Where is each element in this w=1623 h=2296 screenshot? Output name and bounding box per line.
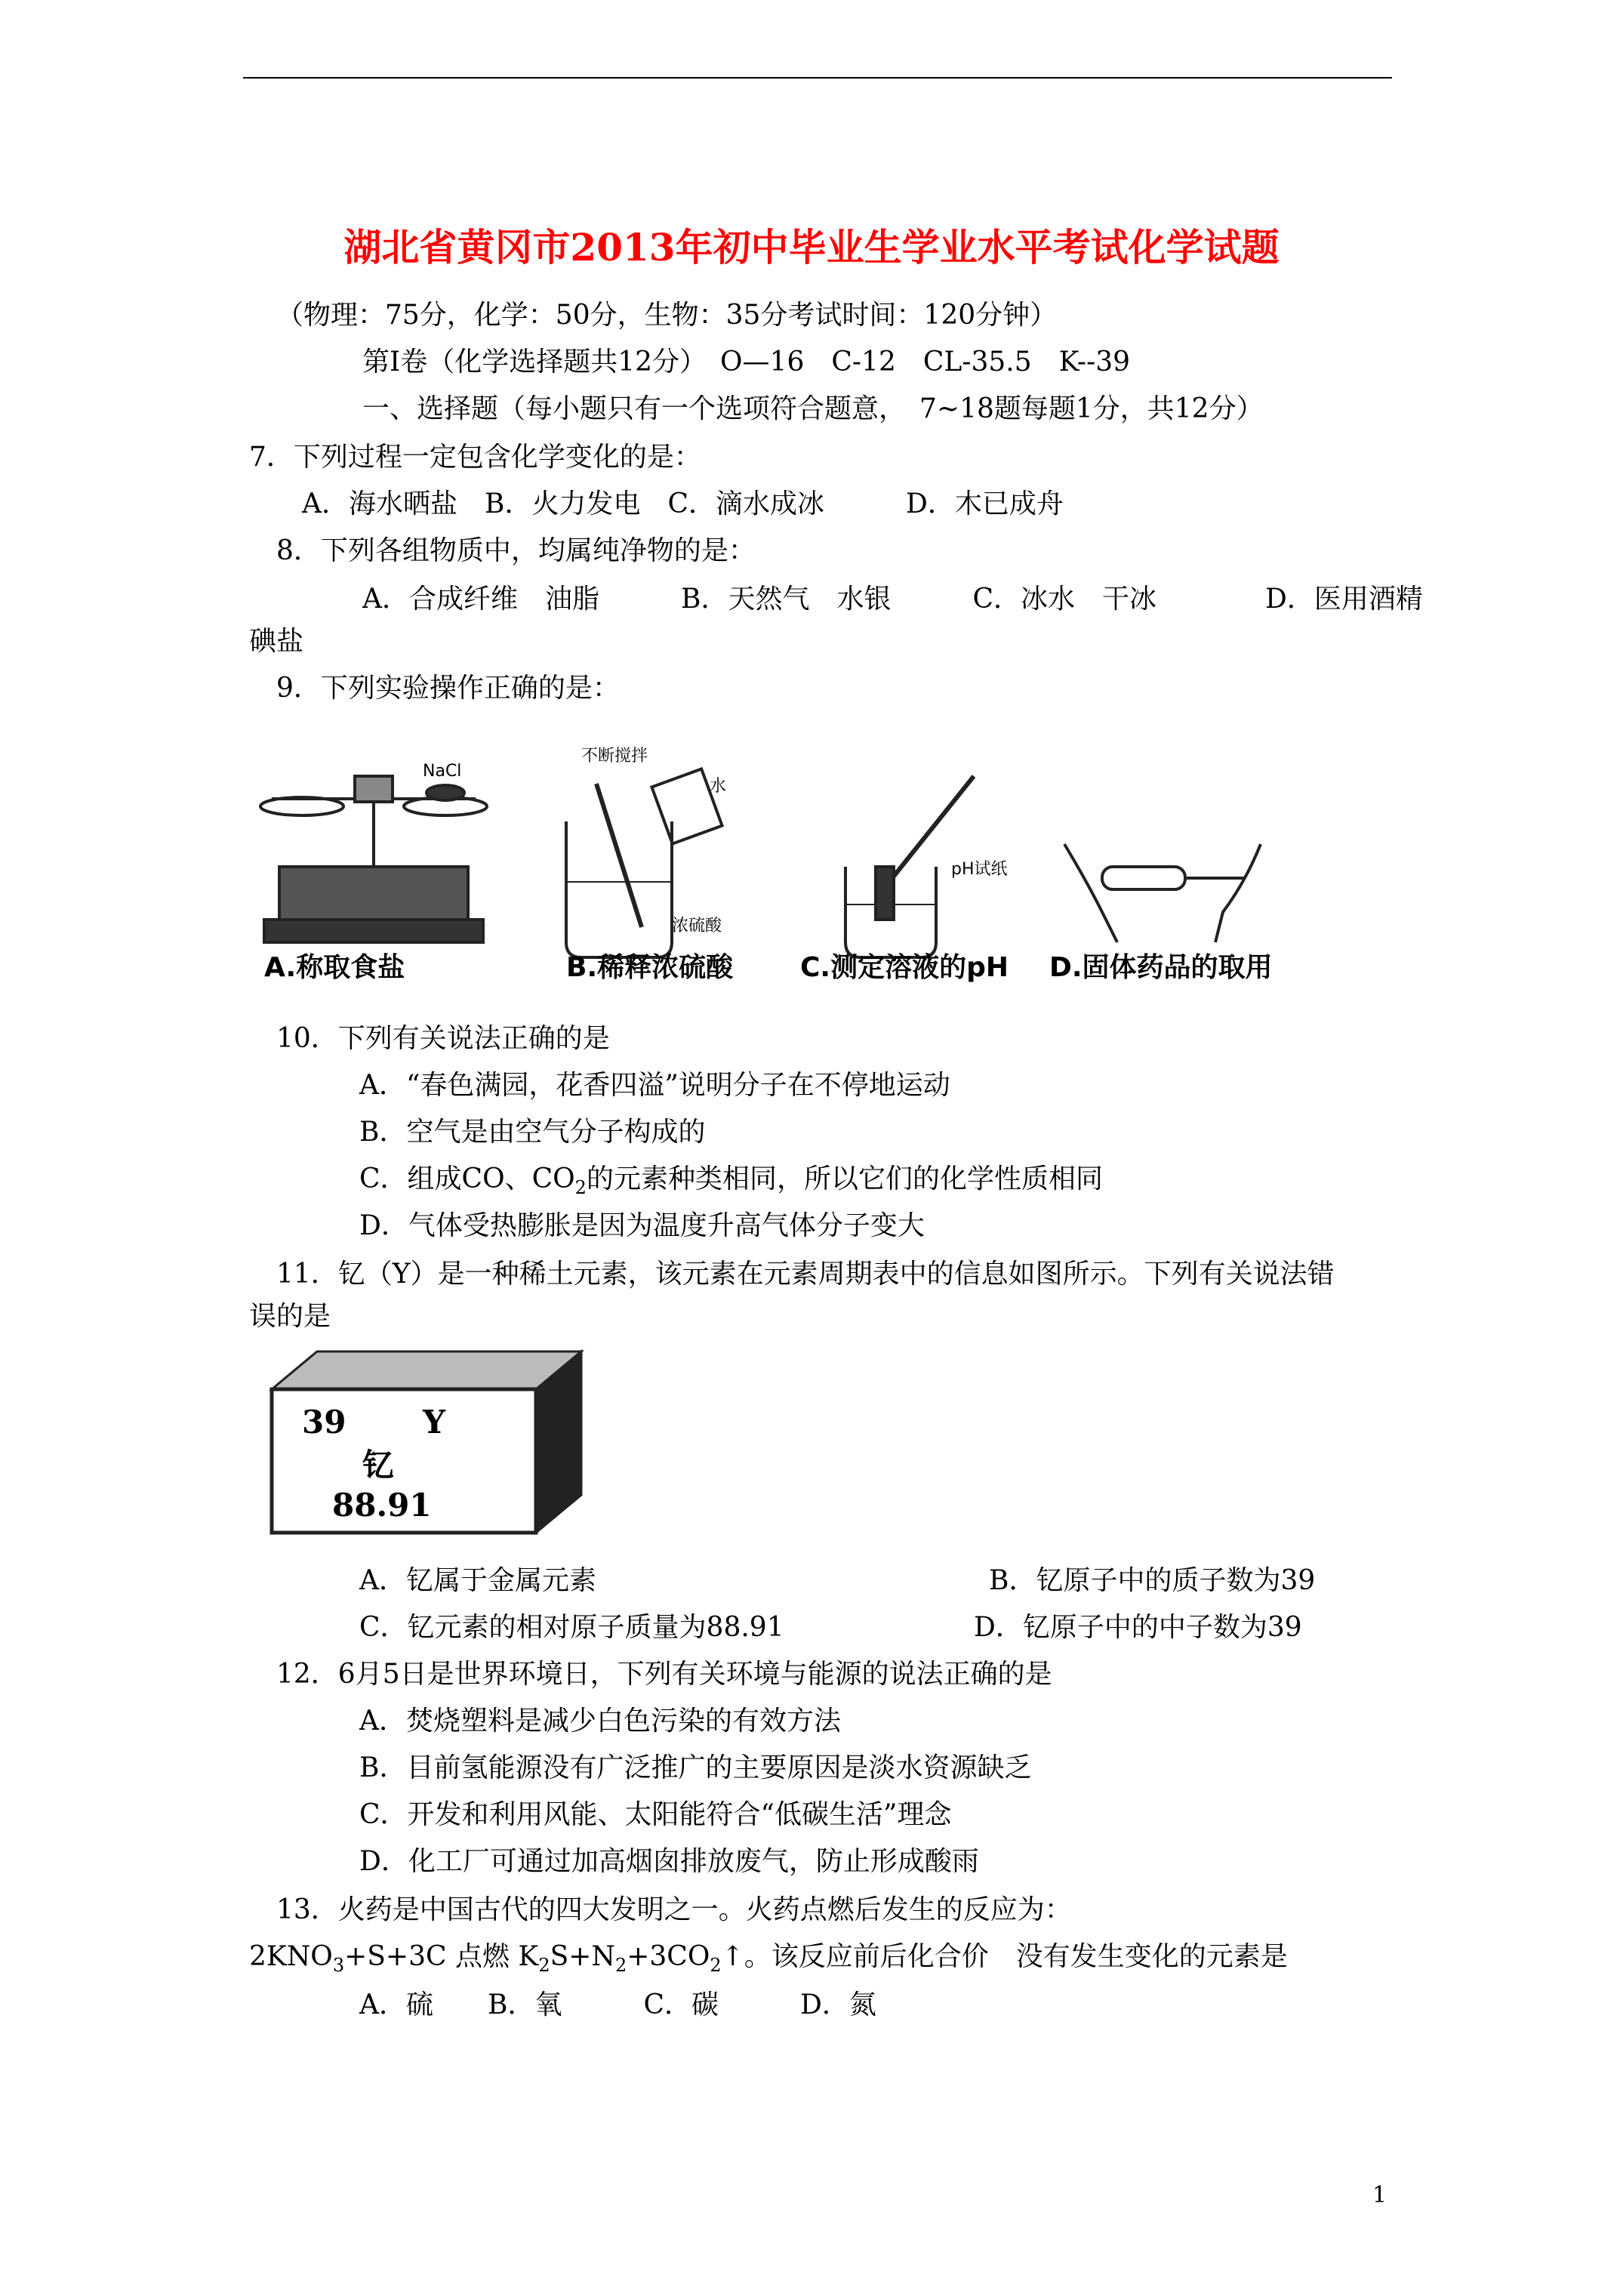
q13-options: A．硫 B．氧 C．碳 D．氮 (359, 1989, 876, 2020)
page-title: 湖北省黄冈市2013年初中毕业生学业水平考试化学试题 (343, 225, 1280, 270)
q8-stem: 8．下列各组物质中，均属纯净物的是： (276, 535, 756, 566)
q10-option-c: C．组成CO、$CO_2$的元素种类相同，所以它们的化学性质相同 (359, 1163, 1103, 1198)
caption-d: D.固体药品的取用 (1049, 952, 1273, 983)
q11-option-c: C．钇元素的相对原子质量为88.91 (359, 1612, 784, 1643)
q10-option-a: A．“春色满园，花香四溢”说明分子在不停地运动 (359, 1070, 950, 1101)
water-label: 水 (710, 777, 727, 796)
q12-option-b: B．目前氢能源没有广泛推广的主要原因是淡水资源缺乏 (359, 1752, 1032, 1783)
element-symbol: Y (423, 1404, 445, 1441)
score-info: （物理：75分，化学：50分，生物：35分考试时间：120分钟） (276, 300, 1058, 331)
q11-stem: 11．钇（Y）是一种稀土元素，该元素在元素周期表中的信息如图所示。下列有关说法错 (276, 1259, 1335, 1290)
q11-option-a: A．钇属于金属元素 (359, 1565, 596, 1596)
q11-option-b: B．钇原子中的质子数为39 (989, 1565, 1316, 1596)
q12-option-c: C．开发和利用风能、太阳能符合“低碳生活”理念 (359, 1799, 952, 1830)
section-header: 第Ⅰ卷（化学选择题共12分） O—16 C-12 CL-35.5 K--39 (362, 347, 1131, 378)
atomic-number: 39 (302, 1404, 346, 1441)
caption-c: C.测定溶液的pH (800, 952, 1009, 983)
stir-label: 不断搅拌 (581, 747, 648, 766)
q11-stem-cont: 误的是 (249, 1301, 331, 1332)
q12-option-a: A．焚烧塑料是减少白色污染的有效方法 (359, 1706, 841, 1737)
q8-options: A．合成纤维 油脂 B．天然气 水银 C．冰水 干冰 D．医用酒精 (362, 584, 1423, 615)
q13-equation: $2KNO_3+S+3C$ 点燃 $K_2S+N_2+3CO_2↑$。该反应前后化合价 没有发生变化的元素是 (249, 1941, 1288, 1976)
acid-label: 浓硫酸 (672, 917, 722, 935)
element-cube-figure (257, 1344, 596, 1548)
q10-option-d: D．气体受热膨胀是因为温度升高气体分子变大 (359, 1210, 925, 1241)
q7-options: A．海水晒盐 B．火力发电 C．滴水成冰 D．木已成舟 (302, 488, 1064, 519)
q12-stem: 12．6月5日是世界环境日，下列有关环境与能源的说法正确的是 (276, 1659, 1052, 1690)
q8-continuation: 碘盐 (249, 626, 304, 657)
atomic-mass: 88.91 (332, 1487, 432, 1524)
element-name: 钇 (362, 1447, 395, 1484)
section-instruction: 一、选择题（每小题只有一个选项符合题意， 7~18题每题1分，共12分） (362, 393, 1264, 424)
ph-paper-label: pH试纸 (951, 860, 1008, 879)
q10-stem: 10．下列有关说法正确的是 (276, 1023, 610, 1054)
caption-b: B.稀释浓硫酸 (566, 952, 734, 983)
q9-stem: 9．下列实验操作正确的是： (276, 673, 620, 704)
q13-stem: 13．火药是中国古代的四大发明之一。火药点燃后发生的反应为： (276, 1894, 1072, 1925)
lab-operations-figure (249, 731, 1312, 989)
q7-stem: 7．下列过程一定包含化学变化的是： (249, 442, 701, 473)
page-number: 1 (1372, 2182, 1387, 2208)
q12-option-d: D．化工厂可通过加高烟囱排放废气，防止形成酸雨 (359, 1846, 979, 1877)
q11-option-d: D．钇原子中的中子数为39 (974, 1612, 1302, 1643)
q10-option-b: B．空气是由空气分子构成的 (359, 1117, 706, 1148)
caption-a: A.称取食盐 (264, 952, 405, 983)
nacl-label: NaCl (423, 762, 462, 781)
header-rule (243, 77, 1392, 79)
